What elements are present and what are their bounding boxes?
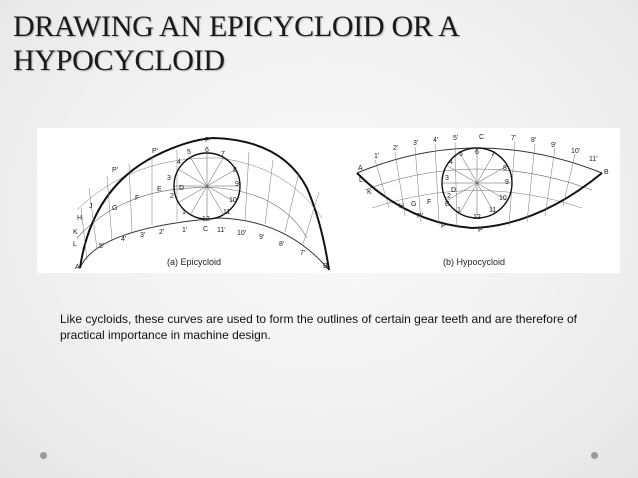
epicycloid-label-3prime: 3' (140, 232, 146, 239)
hypocycloid-label-7prime: 7' (511, 135, 517, 142)
epicycloid-label-D: D (179, 185, 185, 192)
epicycloid-label-11: 11 (223, 209, 231, 216)
hypocycloid-caption: (b) Hypocycloid (443, 257, 506, 267)
hypocycloid-label-11prime: 11' (589, 156, 598, 163)
hypocycloid-label-10: 10 (499, 195, 507, 202)
figure-panel (37, 128, 620, 273)
epicycloid-figure (73, 137, 329, 271)
epicycloid-label-5: 5 (187, 149, 191, 156)
hypocycloid-label-8prime: 8' (531, 137, 537, 144)
hypocycloid-label-K: K (367, 189, 372, 196)
epicycloid-label-E: E (157, 186, 162, 193)
epicycloid-label-2: 2 (170, 193, 174, 200)
epicycloid-label-4: 4 (177, 159, 181, 166)
hypocycloid-label-L: L (359, 177, 363, 184)
hypocycloid-label-B: B (604, 169, 609, 176)
epicycloid-label-G: G (112, 205, 118, 212)
epicycloid-label-H: H (77, 215, 83, 222)
epicycloid-label-1prime: 1' (182, 227, 188, 234)
hypocycloid-label-4: 4 (449, 159, 453, 166)
epicycloid-label-8prime: 8' (279, 241, 285, 248)
epicycloid-label-C: C (203, 226, 209, 233)
hypocycloid-label-4prime: 4' (433, 137, 439, 144)
epicycloid-label-K: K (73, 229, 78, 236)
epicycloid-label-5prime: 5' (99, 243, 105, 250)
hypocycloid-label-10prime: 10' (571, 148, 581, 155)
hypocycloid-figure (357, 134, 609, 267)
epicycloid-label-7prime: 7' (300, 250, 306, 257)
epicycloid-label-A: A (75, 264, 80, 271)
hypocycloid-label-Pprime-2: P' (417, 213, 424, 220)
hypocycloid-label-1prime: 1' (374, 153, 380, 160)
epicycloid-label-1: 1 (182, 209, 186, 216)
slide-body-text: Like cycloids, these curves are used to form the outlines of certain gear teeth and are therefore of practical importance in machine design. (60, 312, 577, 342)
hypocycloid-label-F: F (427, 199, 432, 206)
hypocycloid-label-G: G (411, 201, 417, 208)
hypocycloid-label-D: D (451, 187, 457, 194)
hypocycloid-label-5: 5 (459, 151, 463, 158)
hypocycloid-label-2: 2 (447, 193, 451, 200)
epicycloid-label-11prime: 11' (217, 227, 226, 234)
epicycloid-label-9prime: 9' (259, 234, 265, 241)
epicycloid-label-J: J (89, 203, 93, 210)
epicycloid-label-10: 10 (229, 197, 237, 204)
hypocycloid-label-1: 1 (457, 207, 461, 214)
hypocycloid-label-P: P (478, 227, 483, 234)
epicycloid-label-9: 9 (235, 181, 239, 188)
gear-curves-diagram (37, 128, 620, 273)
hypocycloid-label-11: 11 (489, 207, 497, 214)
epicycloid-label-F: F (135, 195, 140, 202)
epicycloid-label-6: 6 (205, 147, 209, 154)
epicycloid-caption: (a) Epicycloid (167, 257, 222, 267)
hypocycloid-label-8: 8 (503, 165, 507, 172)
epicycloid-label-2prime: 2' (159, 229, 165, 236)
hypocycloid-label-A: A (358, 165, 363, 172)
epicycloid-label-12: 12 (202, 216, 210, 223)
hypocycloid-label-H: H (399, 203, 405, 210)
epicycloid-label-3: 3 (167, 175, 171, 182)
hypocycloid-label-3: 3 (445, 175, 449, 182)
hypocycloid-label-C: C (479, 134, 485, 141)
slide-corner-dot-right (591, 452, 598, 459)
epicycloid-label-8: 8 (233, 167, 237, 174)
hypocycloid-label-3prime: 3' (413, 140, 419, 147)
hypocycloid-label-9prime: 9' (551, 142, 557, 149)
hypocycloid-label-E: E (445, 201, 450, 208)
hypocycloid-label-9: 9 (505, 179, 509, 186)
epicycloid-label-B: B (323, 263, 328, 270)
epicycloid-label-10prime: 10' (237, 230, 247, 237)
epicycloid-label-L: L (73, 241, 77, 248)
epicycloid-label-Pprime-top: P' (152, 148, 159, 155)
hypocycloid-label-6: 6 (475, 149, 479, 156)
hypocycloid-label-7: 7 (491, 151, 495, 158)
hypocycloid-label-12: 12 (473, 214, 481, 221)
hypocycloid-label-2prime: 2' (393, 145, 399, 152)
epicycloid-label-Pprime-left: P' (112, 167, 119, 174)
hypocycloid-label-5prime: 5' (453, 135, 459, 142)
epicycloid-label-4prime: 4' (121, 236, 127, 243)
slide-title: DRAWING AN EPICYCLOID OR A HYPOCYCLOID (13, 10, 458, 77)
slide-corner-dot-left (40, 452, 47, 459)
epicycloid-label-7: 7 (221, 151, 225, 158)
hypocycloid-label-Pprime-1: P' (441, 223, 448, 230)
epicycloid-label-P: P (205, 137, 210, 144)
